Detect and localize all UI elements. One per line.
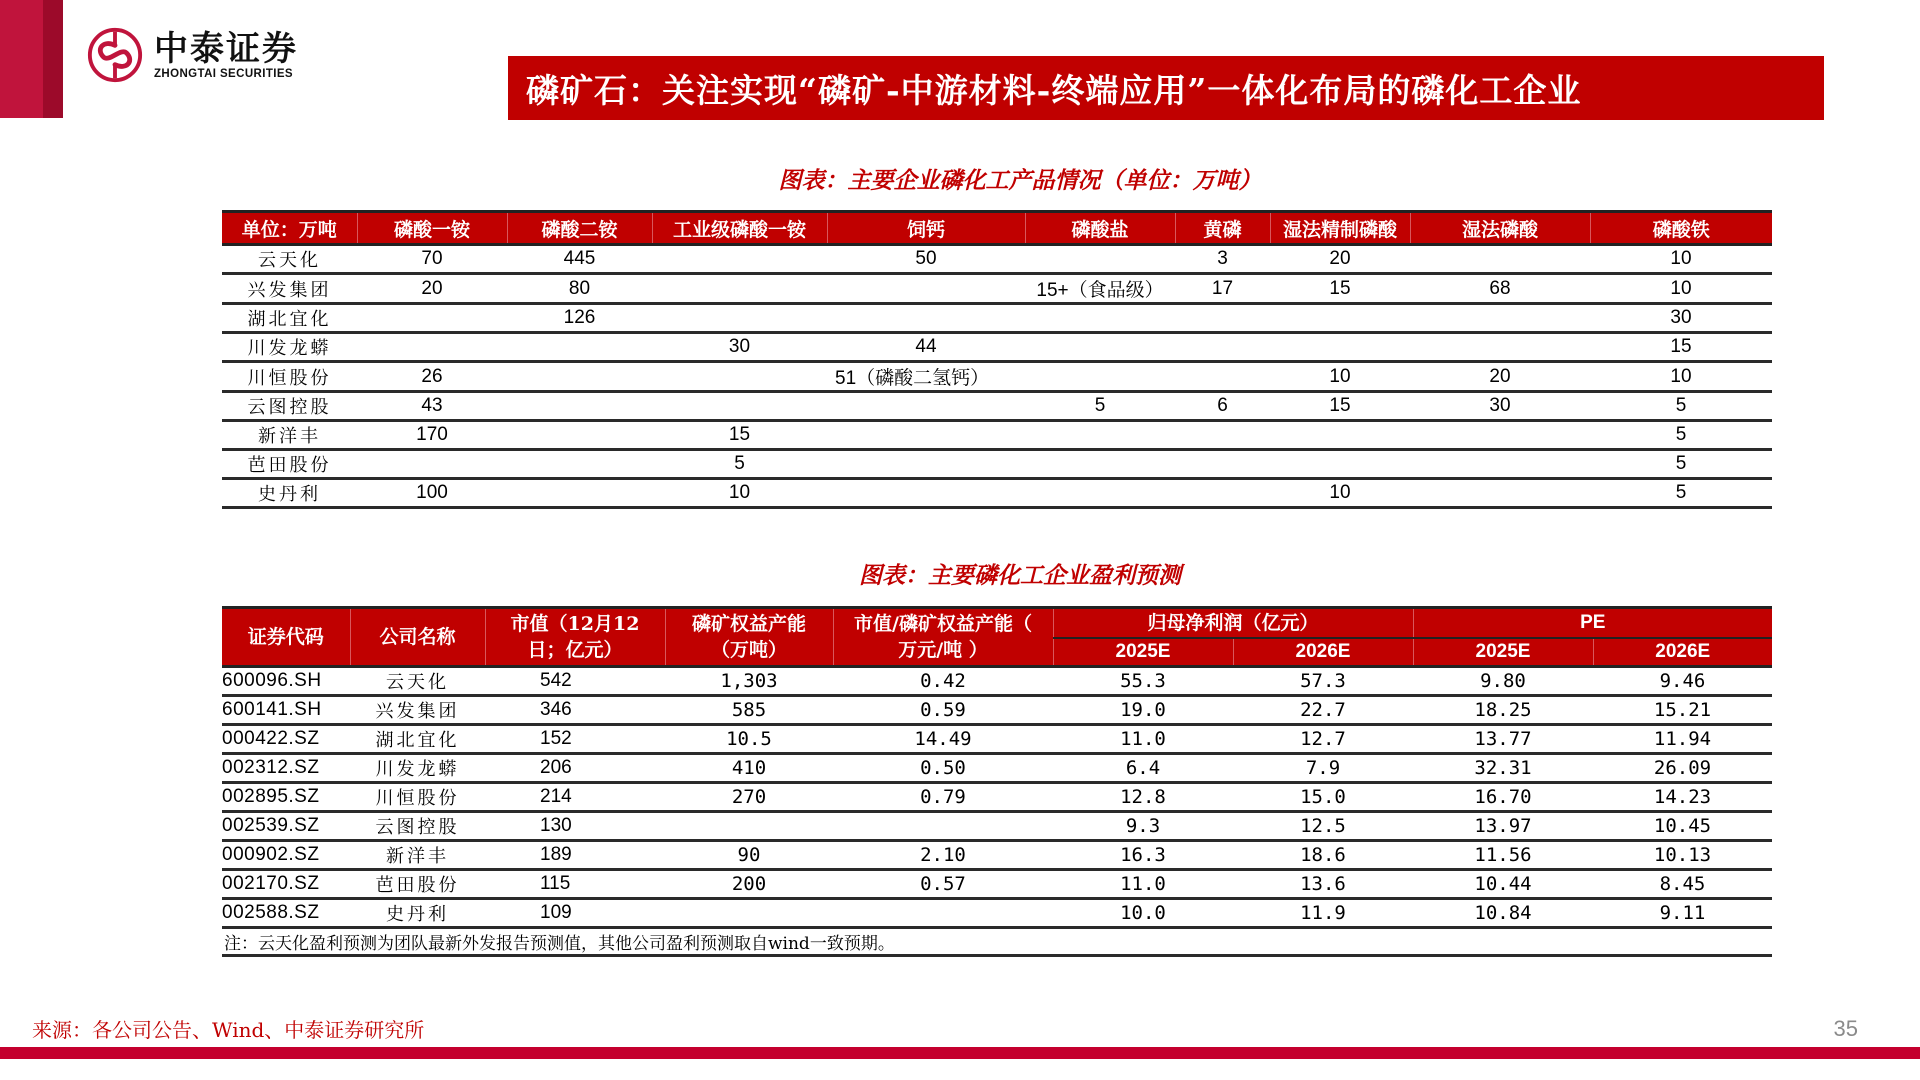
value-cell	[652, 245, 827, 274]
value-cell: 5	[1590, 421, 1772, 450]
pe-2026-cell: 15.21	[1593, 696, 1772, 725]
value-cell: 5	[1590, 392, 1772, 421]
logo-name-en: ZHONGTAI SECURITIES	[154, 68, 294, 80]
company-name-cell: 川发龙蟒	[350, 754, 485, 783]
slide-title-bar	[508, 56, 1824, 120]
zhongtai-logo-icon	[86, 26, 144, 84]
value-cell	[827, 450, 1025, 479]
value-cell	[1025, 479, 1175, 508]
company-name-cell: 湖北宜化	[222, 304, 357, 333]
company-name-cell: 新洋丰	[222, 421, 357, 450]
table-row	[222, 304, 1772, 333]
table-row	[222, 841, 1772, 870]
company-name-cell: 兴发集团	[350, 696, 485, 725]
table-row	[222, 362, 1772, 392]
company-name-cell: 川发龙蟒	[222, 333, 357, 362]
ratio-cell: 0.42	[833, 667, 1053, 696]
value-cell	[827, 479, 1025, 508]
pe-2025-cell: 18.25	[1413, 696, 1593, 725]
stock-code-cell: 002539.SZ	[222, 812, 350, 841]
ratio-cell: 0.50	[833, 754, 1053, 783]
value-cell	[1025, 304, 1175, 333]
value-cell	[507, 362, 652, 392]
col-header: 黄磷	[1175, 212, 1270, 245]
pe-2025-cell: 11.56	[1413, 841, 1593, 870]
col-header-name: 公司名称	[350, 608, 485, 667]
table-row	[222, 667, 1772, 696]
table-row	[222, 392, 1772, 421]
capacity-cell	[665, 899, 833, 928]
profit-2025-cell: 9.3	[1053, 812, 1233, 841]
value-cell: 17	[1175, 274, 1270, 304]
table-row	[222, 812, 1772, 841]
stock-code-cell: 002170.SZ	[222, 870, 350, 899]
table-note-row	[222, 928, 1772, 956]
pe-2025-cell: 32.31	[1413, 754, 1593, 783]
pe-2026-cell: 8.45	[1593, 870, 1772, 899]
value-cell	[1410, 450, 1590, 479]
value-cell: 15	[1270, 274, 1410, 304]
market-cap-cell: 152	[485, 725, 665, 754]
table-row	[222, 450, 1772, 479]
value-cell	[827, 421, 1025, 450]
profit-2025-cell: 12.8	[1053, 783, 1233, 812]
value-cell: 5	[1590, 450, 1772, 479]
value-cell: 30	[1590, 304, 1772, 333]
value-cell: 5	[652, 450, 827, 479]
value-cell: 10	[1590, 274, 1772, 304]
source-note: 来源：各公司公告、Wind、中泰证券研究所	[32, 1018, 425, 1042]
value-cell: 5	[1025, 392, 1175, 421]
value-cell	[507, 421, 652, 450]
table-row	[222, 899, 1772, 928]
col-header-profit-2026: 2026E	[1233, 638, 1413, 667]
col-header: 磷酸一铵	[357, 212, 507, 245]
profit-2026-cell: 13.6	[1233, 870, 1413, 899]
profit-2026-cell: 15.0	[1233, 783, 1413, 812]
value-cell: 43	[357, 392, 507, 421]
value-cell	[1270, 304, 1410, 333]
value-cell	[1410, 421, 1590, 450]
value-cell	[1175, 479, 1270, 508]
value-cell	[652, 392, 827, 421]
stock-code-cell: 002312.SZ	[222, 754, 350, 783]
pe-2026-cell: 11.94	[1593, 725, 1772, 754]
value-cell	[827, 274, 1025, 304]
value-cell: 20	[357, 274, 507, 304]
value-cell: 15	[652, 421, 827, 450]
table-row	[222, 870, 1772, 899]
table-row	[222, 479, 1772, 508]
table-row	[222, 725, 1772, 754]
col-header: 磷酸铁	[1590, 212, 1772, 245]
value-cell: 15+（食品级）	[1025, 274, 1175, 304]
market-cap-cell: 115	[485, 870, 665, 899]
ratio-cell: 0.57	[833, 870, 1053, 899]
company-name-cell: 湖北宜化	[350, 725, 485, 754]
stock-code-cell: 000902.SZ	[222, 841, 350, 870]
value-cell	[357, 333, 507, 362]
value-cell	[652, 362, 827, 392]
col-header: 单位：万吨	[222, 212, 357, 245]
table-row	[222, 333, 1772, 362]
value-cell: 26	[357, 362, 507, 392]
value-cell: 6	[1175, 392, 1270, 421]
company-name-cell: 史丹利	[222, 479, 357, 508]
value-cell	[1025, 450, 1175, 479]
capacity-cell	[665, 812, 833, 841]
value-cell	[1410, 479, 1590, 508]
value-cell: 10	[652, 479, 827, 508]
value-cell	[1175, 304, 1270, 333]
market-cap-cell: 346	[485, 696, 665, 725]
value-cell: 3	[1175, 245, 1270, 274]
value-cell: 100	[357, 479, 507, 508]
value-cell	[1270, 421, 1410, 450]
company-name-cell: 云天化	[222, 245, 357, 274]
ratio-cell	[833, 899, 1053, 928]
profit-forecast-table	[222, 606, 1772, 957]
table-row	[222, 421, 1772, 450]
slide-title: 磷矿石：关注实现“磷矿-中游材料-终端应用”一体化布局的磷化工企业	[526, 70, 1582, 110]
capacity-cell: 270	[665, 783, 833, 812]
market-cap-cell: 130	[485, 812, 665, 841]
stock-code-cell: 600141.SH	[222, 696, 350, 725]
profit-2026-cell: 18.6	[1233, 841, 1413, 870]
col-header-pe: PE	[1413, 608, 1772, 638]
ratio-cell: 2.10	[833, 841, 1053, 870]
market-cap-cell: 206	[485, 754, 665, 783]
table1-header-row	[222, 212, 1772, 245]
table1-caption: 图表：主要企业磷化工产品情况（单位：万吨）	[778, 167, 1262, 194]
col-header-code: 证券代码	[222, 608, 350, 667]
stock-code-cell: 600096.SH	[222, 667, 350, 696]
value-cell	[1175, 333, 1270, 362]
profit-2026-cell: 12.7	[1233, 725, 1413, 754]
value-cell: 10	[1270, 479, 1410, 508]
table2-header-row-1	[222, 608, 1772, 638]
pe-2025-cell: 10.44	[1413, 870, 1593, 899]
value-cell	[1270, 450, 1410, 479]
company-logo	[86, 26, 298, 84]
company-name-cell: 新洋丰	[350, 841, 485, 870]
pe-2025-cell: 13.77	[1413, 725, 1593, 754]
value-cell: 10	[1590, 362, 1772, 392]
pe-2025-cell: 16.70	[1413, 783, 1593, 812]
table2-caption: 图表：主要磷化工企业盈利预测	[859, 562, 1181, 589]
col-header-pe-2025: 2025E	[1413, 638, 1593, 667]
market-cap-cell: 542	[485, 667, 665, 696]
value-cell	[1175, 450, 1270, 479]
value-cell	[1410, 304, 1590, 333]
market-cap-cell: 109	[485, 899, 665, 928]
table-row	[222, 245, 1772, 274]
value-cell	[1175, 362, 1270, 392]
value-cell	[507, 333, 652, 362]
company-name-cell: 云图控股	[350, 812, 485, 841]
profit-2026-cell: 22.7	[1233, 696, 1413, 725]
value-cell: 10	[1590, 245, 1772, 274]
value-cell	[507, 479, 652, 508]
value-cell	[1025, 421, 1175, 450]
value-cell: 30	[652, 333, 827, 362]
value-cell: 15	[1270, 392, 1410, 421]
value-cell: 445	[507, 245, 652, 274]
value-cell: 68	[1410, 274, 1590, 304]
value-cell	[1410, 245, 1590, 274]
capacity-cell: 1,303	[665, 667, 833, 696]
value-cell: 10	[1270, 362, 1410, 392]
value-cell: 30	[1410, 392, 1590, 421]
table-row	[222, 696, 1772, 725]
value-cell: 51（磷酸二氢钙）	[827, 362, 1025, 392]
capacity-cell: 585	[665, 696, 833, 725]
capacity-cell: 10.5	[665, 725, 833, 754]
pe-2026-cell: 9.11	[1593, 899, 1772, 928]
value-cell	[1025, 245, 1175, 274]
company-name-cell: 川恒股份	[350, 783, 485, 812]
profit-2025-cell: 16.3	[1053, 841, 1233, 870]
ratio-cell: 14.49	[833, 725, 1053, 754]
value-cell	[1025, 333, 1175, 362]
value-cell: 5	[1590, 479, 1772, 508]
pe-2026-cell: 10.13	[1593, 841, 1772, 870]
profit-2025-cell: 11.0	[1053, 870, 1233, 899]
pe-2025-cell: 10.84	[1413, 899, 1593, 928]
capacity-cell: 200	[665, 870, 833, 899]
left-accent-bar	[0, 0, 43, 118]
value-cell	[827, 304, 1025, 333]
value-cell: 170	[357, 421, 507, 450]
col-header-profit-2025: 2025E	[1053, 638, 1233, 667]
col-header: 工业级磷酸一铵	[652, 212, 827, 245]
profit-2025-cell: 11.0	[1053, 725, 1233, 754]
col-header-market-cap: 市值（12月12日；亿元）	[485, 608, 665, 667]
table-note: 注：云天化盈利预测为团队最新外发报告预测值，其他公司盈利预测取自wind一致预期。	[222, 928, 1772, 956]
ratio-cell	[833, 812, 1053, 841]
ratio-cell: 0.79	[833, 783, 1053, 812]
value-cell	[507, 392, 652, 421]
col-header-ratio: 市值/磷矿权益产能（ 万元/吨 ）	[833, 608, 1053, 667]
value-cell	[357, 450, 507, 479]
col-header-pe-2026: 2026E	[1593, 638, 1772, 667]
profit-2026-cell: 12.5	[1233, 812, 1413, 841]
value-cell	[827, 392, 1025, 421]
company-name-cell: 芭田股份	[350, 870, 485, 899]
profit-2026-cell: 7.9	[1233, 754, 1413, 783]
company-name-cell: 川恒股份	[222, 362, 357, 392]
profit-2025-cell: 19.0	[1053, 696, 1233, 725]
value-cell: 80	[507, 274, 652, 304]
ratio-cell: 0.59	[833, 696, 1053, 725]
pe-2025-cell: 13.97	[1413, 812, 1593, 841]
profit-2025-cell: 6.4	[1053, 754, 1233, 783]
value-cell	[357, 304, 507, 333]
pe-2026-cell: 9.46	[1593, 667, 1772, 696]
value-cell	[1025, 362, 1175, 392]
logo-name-cn: 中泰证券	[154, 29, 298, 69]
company-name-cell: 兴发集团	[222, 274, 357, 304]
value-cell: 44	[827, 333, 1025, 362]
market-cap-cell: 189	[485, 841, 665, 870]
value-cell: 70	[357, 245, 507, 274]
pe-2026-cell: 26.09	[1593, 754, 1772, 783]
col-header: 磷酸盐	[1025, 212, 1175, 245]
col-header: 饲钙	[827, 212, 1025, 245]
stock-code-cell: 002895.SZ	[222, 783, 350, 812]
page-number: 35	[1833, 1016, 1858, 1041]
profit-2026-cell: 11.9	[1233, 899, 1413, 928]
value-cell: 20	[1270, 245, 1410, 274]
table-row	[222, 783, 1772, 812]
col-header: 湿法磷酸	[1410, 212, 1590, 245]
pe-2026-cell: 14.23	[1593, 783, 1772, 812]
pe-2026-cell: 10.45	[1593, 812, 1772, 841]
value-cell: 50	[827, 245, 1025, 274]
market-cap-cell: 214	[485, 783, 665, 812]
stock-code-cell: 000422.SZ	[222, 725, 350, 754]
profit-2025-cell: 10.0	[1053, 899, 1233, 928]
col-header: 磷酸二铵	[507, 212, 652, 245]
value-cell	[652, 304, 827, 333]
col-header: 湿法精制磷酸	[1270, 212, 1410, 245]
value-cell	[652, 274, 827, 304]
capacity-cell: 410	[665, 754, 833, 783]
value-cell	[1175, 421, 1270, 450]
profit-2025-cell: 55.3	[1053, 667, 1233, 696]
company-name-cell: 芭田股份	[222, 450, 357, 479]
company-name-cell: 云天化	[350, 667, 485, 696]
company-name-cell: 云图控股	[222, 392, 357, 421]
capacity-cell: 90	[665, 841, 833, 870]
table-row	[222, 274, 1772, 304]
col-header-capacity: 磷矿权益产能（万吨）	[665, 608, 833, 667]
col-header-net-profit: 归母净利润（亿元）	[1053, 608, 1413, 638]
company-name-cell: 史丹利	[350, 899, 485, 928]
value-cell: 20	[1410, 362, 1590, 392]
stock-code-cell: 002588.SZ	[222, 899, 350, 928]
pe-2025-cell: 9.80	[1413, 667, 1593, 696]
value-cell	[507, 450, 652, 479]
profit-2026-cell: 57.3	[1233, 667, 1413, 696]
value-cell: 15	[1590, 333, 1772, 362]
value-cell: 126	[507, 304, 652, 333]
value-cell	[1270, 333, 1410, 362]
bottom-accent-bar	[0, 1047, 1920, 1059]
product-capacity-table	[222, 210, 1772, 509]
value-cell	[1410, 333, 1590, 362]
table-row	[222, 754, 1772, 783]
left-accent-bar-dark	[43, 0, 63, 118]
